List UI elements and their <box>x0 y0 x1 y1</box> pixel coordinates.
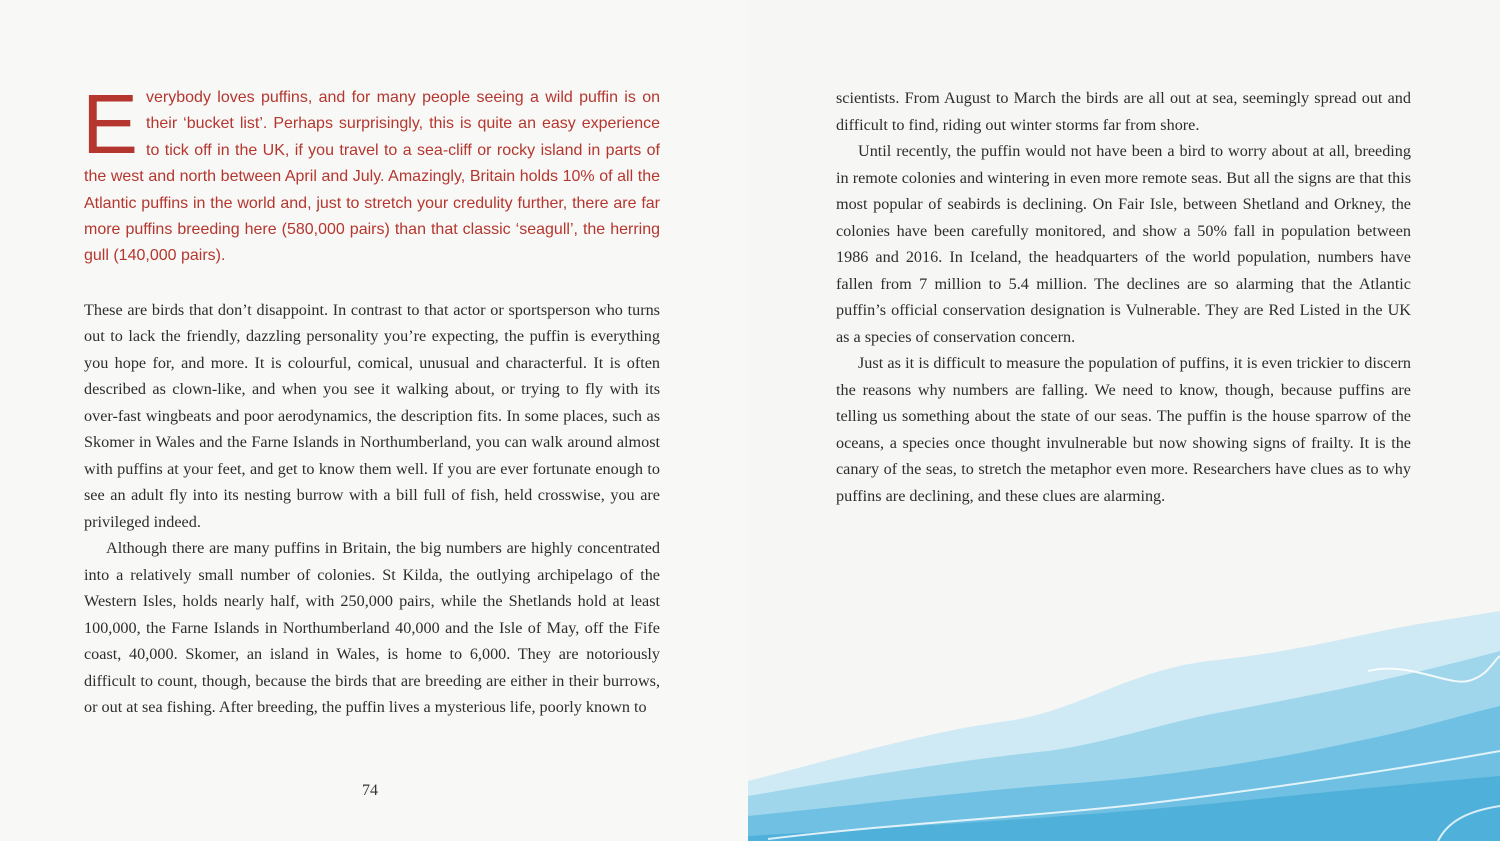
left-text-column <box>82 77 660 721</box>
right-page <box>748 0 1500 841</box>
right-text-column <box>836 85 1411 509</box>
page-number: 74 <box>362 782 378 799</box>
sea-watercolor-illustration <box>748 611 1500 841</box>
body-paragraph: scientists. From August to March the birds are all out at sea, seemingly spread out and difficult to find, riding out winter storms far from shore. <box>836 89 1411 134</box>
left-page <box>0 0 748 841</box>
intro-text: verybody loves puffins, and for many people seeing a wild puffin is on their ‘bucket list’. Perhaps surprisingly, this is quite an easy experience to tick off in the UK, if you travel to a sea-cliff or rocky island in parts of the west and north between April and July. Amazingly, Britain holds 10% of all the Atlantic puffins in the world and, just to stretch your credulity further, there are far more puffins breeding here (580,000 pairs) than that classic ‘seagull’, the herring gull (140,000 pairs). <box>84 89 660 265</box>
body-paragraph: Just as it is difficult to measure the population of puffins, it is even trickier to discern the reasons why numbers are falling. We need to know, though, because puffins are telling us something about the state of our seas. The puffin is the house sparrow of the oceans, a species once thought invulnerable but now showing signs of frailty. It is the canary of the seas, to stretch the metaphor even more. Researchers have clues as to why puffins are declining, and these clues are alarming. <box>836 354 1411 505</box>
body-paragraph: These are birds that don’t disappoint. In contrast to that actor or sportsperson who turns out to lack the friendly, dazzling personality you’re expecting, the puffin is everything you hope for, and more. It is colourful, comical, unusual and characterful. It is often described as clown-like, and when you see it walking about, or trying to fly with its over-fast wingbeats and poor aerodynamics, the description fits. In some places, such as Skomer in Wales and the Farne Islands in Northumberland, you can walk around almost with puffins at your feet, and get to know them well. If you are ever fortunate enough to see an adult fly into its nesting burrow with a bill full of fish, held crosswise, you are privileged indeed. <box>84 300 660 531</box>
drop-cap: E <box>82 77 139 171</box>
intro-paragraph <box>82 77 660 270</box>
body-paragraph: Although there are many puffins in Britain, the big numbers are highly concentrated into a relatively small number of colonies. St Kilda, the outlying archipelago of the Western Isles, holds nearly half, with 250,000 pairs, while the Shetlands hold at least 100,000, the Farne Islands in Northumberland 40,000 and the Isle of May, off the Fife coast, 40,000. Skomer, an island in Wales, is home to 6,000. They are notoriously difficult to count, though, because the birds that are breeding are either in their burrows, or out at sea fishing. After breeding, the puffin lives a mysterious life, poorly known to <box>84 539 660 717</box>
body-paragraph: Until recently, the puffin would not have been a bird to worry about at all, breeding in remote colonies and wintering in even more remote seas. But all the signs are that this most popular of seabirds is declining. On Fair Isle, between Shetland and Orkney, the colonies have been carefully monitored, and show a 50% fall in population between 1986 and 2016. In Iceland, the headquarters of the world population, numbers have fallen from 7 million to 5.4 million. The declines are so alarming that the Atlantic puffin’s official conservation designation is Vulnerable. They are Red Listed in the UK as a species of conservation concern. <box>836 142 1411 346</box>
